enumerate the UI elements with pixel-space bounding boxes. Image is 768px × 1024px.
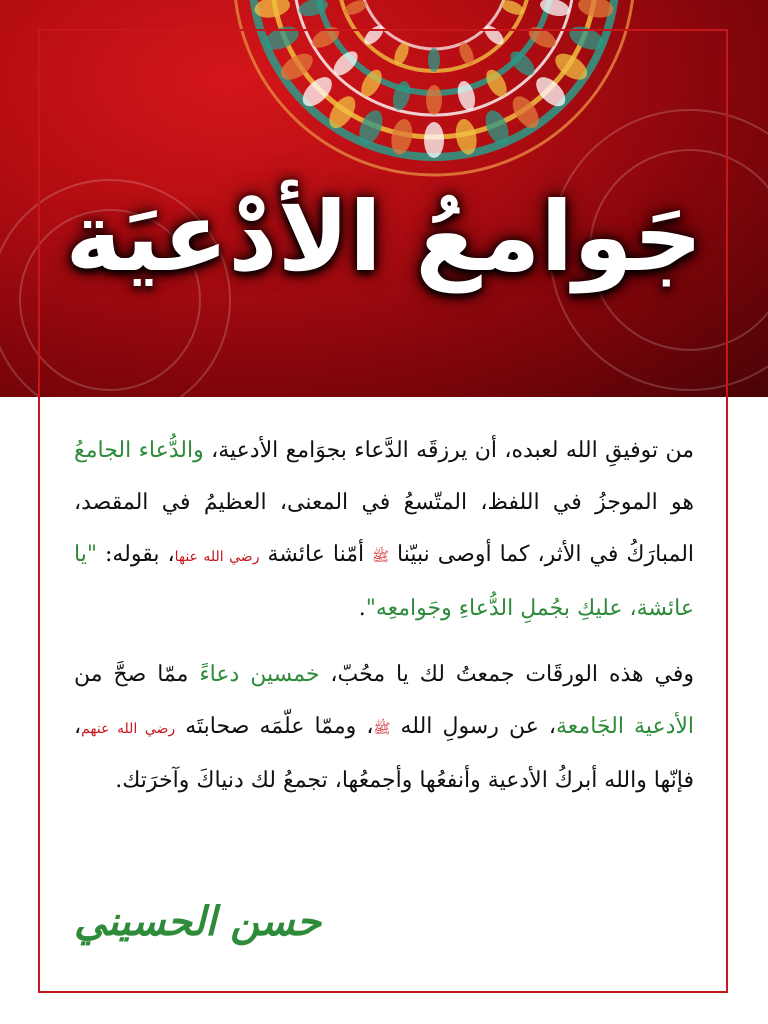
highlight-phrase: خمسين دعاءً bbox=[199, 662, 320, 687]
highlight-phrase: والدُّعاء الجامعُ bbox=[74, 438, 204, 463]
honorific-glyph: ﷺ bbox=[373, 721, 391, 737]
paragraph-1: من توفيقِ الله لعبده، أن يرزقَه الدَّعاء بجوَامع الأدعية، والدُّعاء الجامعُ هو الموجزُ في اللفظ، المتّسعُ في المعنى، العظيمُ في المقصد، المبارَكُ في الأثر، كما أوصى نبيّنا ﷺ أمّنا عائشة رضي الله عنها، بقوله: "يا عائشة، عليكِ بجُملِ الدُّعاءِ وجَوامعِه". bbox=[74, 438, 695, 621]
header-banner bbox=[0, 0, 768, 397]
intro-text bbox=[74, 425, 694, 821]
highlight-phrase: الأدعية الجَامعة bbox=[556, 714, 695, 739]
hadith-quote: "يا عائشة، عليكِ بجُملِ الدُّعاءِ وجَوامعِه" bbox=[74, 542, 694, 621]
honorific-glyph: رضي الله عنها bbox=[174, 549, 260, 565]
honorific-glyph: ﷺ bbox=[372, 549, 390, 565]
author-signature: حسن الحسيني bbox=[74, 898, 322, 945]
honorific-glyph: رضي الله عنهم bbox=[81, 721, 176, 737]
mandala-petal bbox=[424, 122, 444, 158]
paragraph-2: وفي هذه الورقَات جمعتُ لك يا محُبّ، خمسين دعاءً ممّا صحَّ من الأدعية الجَامعة، عن رسولِ الله ﷺ، وممّا علّمَه صحابتَه رضي الله عنهم، فإنّها والله أبركُ الأدعية وأنفعُها وأجمعُها، تجمعُ لك دنياكَ وآخرَتك. bbox=[74, 662, 695, 793]
mandala-petal bbox=[426, 85, 442, 115]
page-title: جَوامعُ الأدْعيَة bbox=[65, 181, 703, 293]
mandala-petal bbox=[428, 48, 440, 72]
